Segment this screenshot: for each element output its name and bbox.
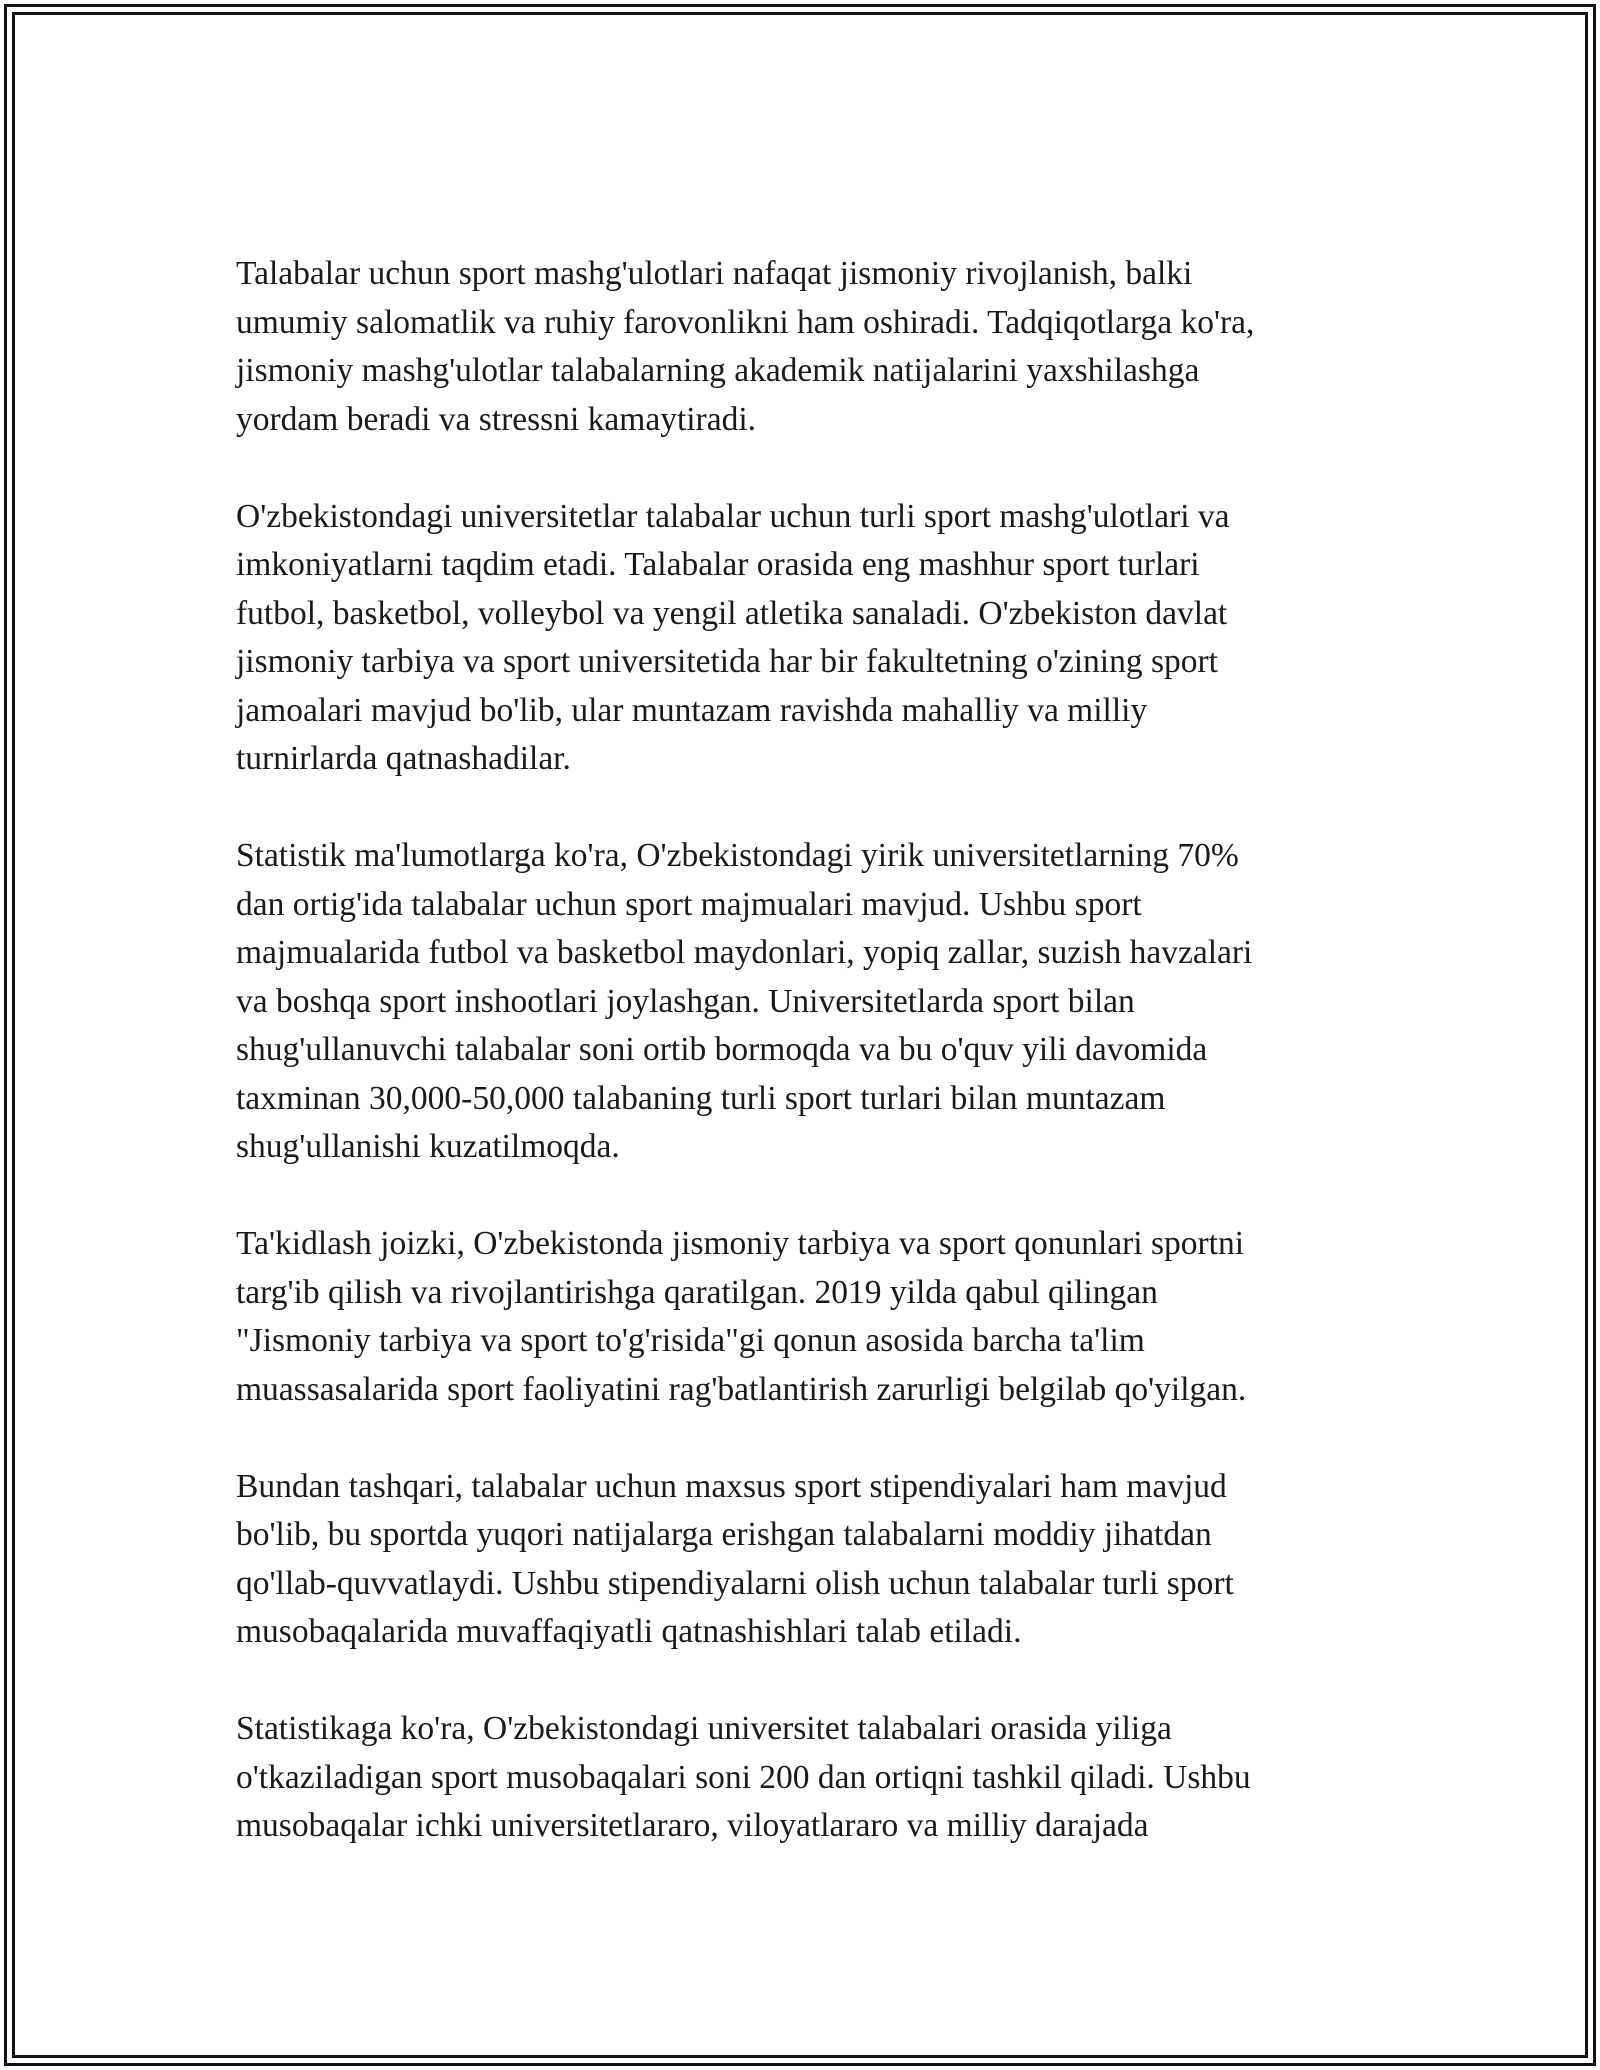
- paragraph-1: Talabalar uchun sport mashg'ulotlari nafaqat jismoniy rivojlanish, balki umumiy salomatlik va ruhiy farovonlikni ham oshiradi. Tadqiqotlarga ko'ra, jismoniy mashg'ulotlar talabalarning akademik natijalarini yaxshilashga yordam beradi va stressni kamaytiradi.: [236, 255, 1255, 438]
- document-body: [236, 250, 1366, 1899]
- paragraph-5: Bundan tashqari, talabalar uchun maxsus sport stipendiyalari ham mavjud bo'lib, bu sportda yuqori natijalarga erishgan talabalarni moddiy jihatdan qo'llab-quvvatlaydi. Ushbu stipendiyalarni olish uchun talabalar turli sport musobaqalarida muvaffaqiyatli qatnashishlari talab etiladi.: [236, 1467, 1234, 1650]
- paragraph-3: Statistik ma'lumotlarga ko'ra, O'zbekistondagi yirik universitetlarning 70% dan ortig'ida talabalar uchun sport majmualari mavjud. Ushbu sport majmualarida futbol va basketbol maydonlari, yopiq zallar, suzish havzalari va boshqa sport inshootlari joylashgan. Universitetlarda sport bilan shug'ullanuvchi talabalar soni ortib bormoqda va bu o'quv yili davomida taxminan 30,000-50,000 talabaning turli sport turlari bilan muntazam shug'ullanishi kuzatilmoqda.: [236, 837, 1253, 1165]
- paragraph-6: Statistikaga ko'ra, O'zbekistondagi universitet talabalari orasida yiliga o'tkaziladigan sport musobaqalari soni 200 dan ortiqni tashkil qiladi. Ushbu musobaqalar ichki universitetlararo, viloyatlararo va milliy darajada: [236, 1710, 1251, 1844]
- paragraph-4: Ta'kidlash joizki, O'zbekistonda jismoniy tarbiya va sport qonunlari sportni targ'ib qilish va rivojlantirishga qaratilgan. 2019 yilda qabul qilingan "Jismoniy tarbiya va sport to'g'risida"gi qonun asosida barcha ta'lim muassasalarida sport faoliyatini rag'batlantirish zarurligi belgilab qo'yilgan.: [236, 1225, 1247, 1408]
- paragraph-2: O'zbekistondagi universitetlar talabalar uchun turli sport mashg'ulotlari va imkoniyatlarni taqdim etadi. Talabalar orasida eng mashhur sport turlari futbol, basketbol, volleybol va yengil atletika sanaladi. O'zbekiston davlat jismoniy tarbiya va sport universitetida har bir fakultetning o'zining sport jamoalari mavjud bo'lib, ular muntazam ravishda mahalliy va milliy turnirlarda qatnashadilar.: [236, 497, 1230, 777]
